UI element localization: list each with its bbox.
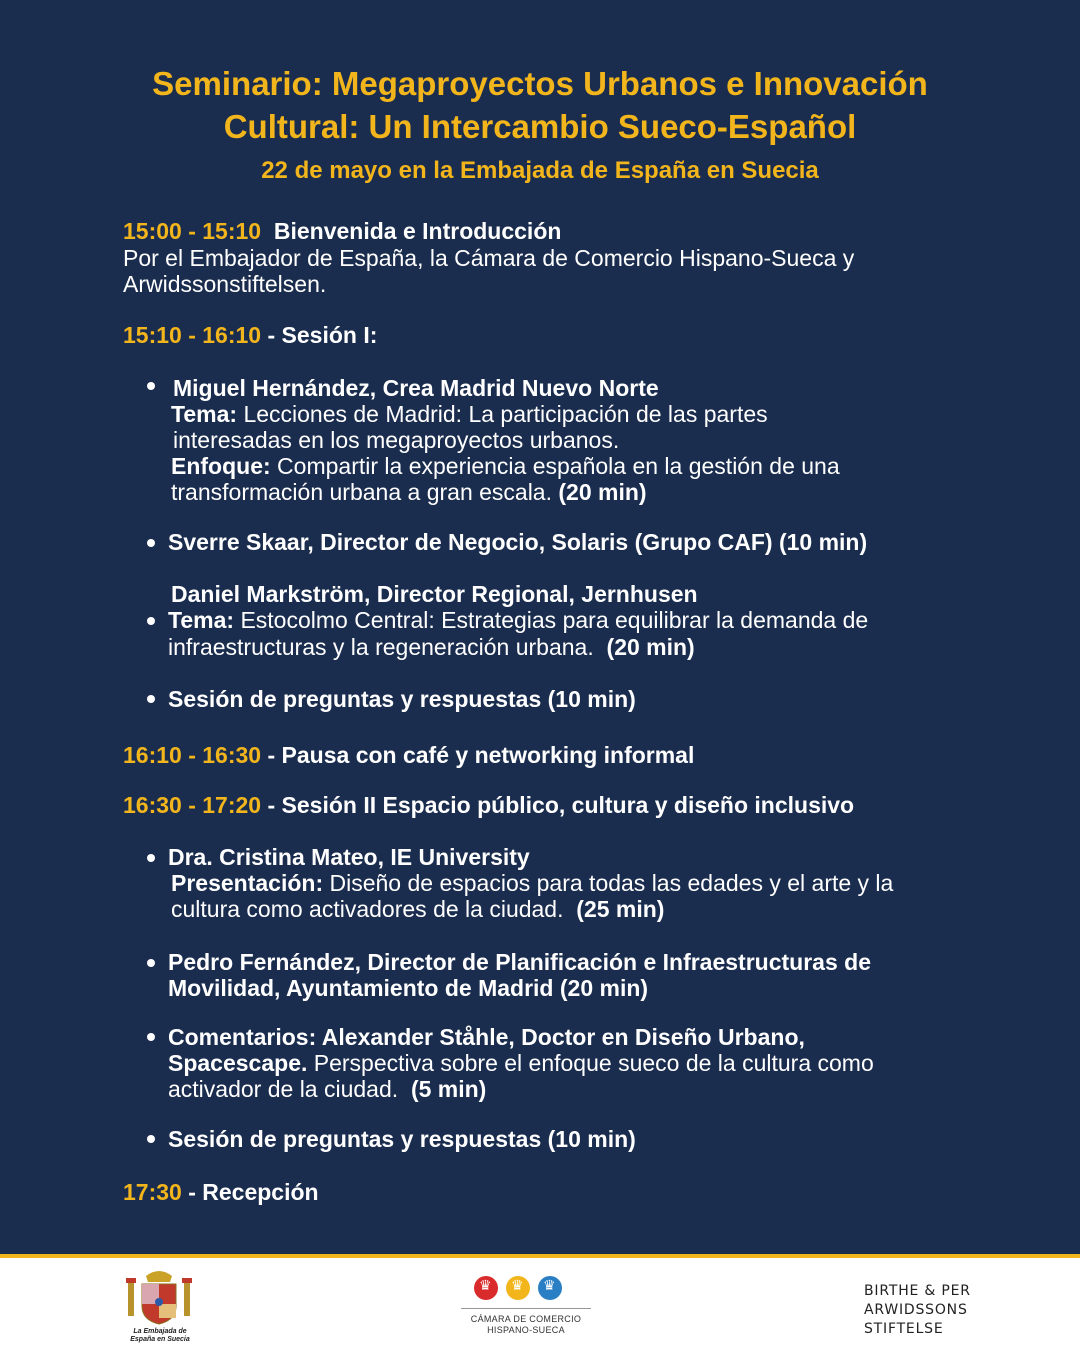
session-2-title: - Sesión II Espacio público, cultura y diseño inclusivo (267, 792, 855, 818)
session-1-title: - Sesión I: (267, 322, 378, 348)
speaker-stahle-line-1: Comentarios: Alexander Ståhle, Doctor en Diseño Urbano, (168, 1024, 805, 1050)
foundation-line-2: ARWIDSSONS (864, 1302, 968, 1318)
welcome-desc-line-1: Por el Embajador de España, la Cámara de Comercio Hispano-Sueca y (123, 245, 855, 271)
speaker-markstrom-tema-line-2 (168, 634, 695, 660)
crown-icon (538, 1276, 562, 1300)
footer-logos (0, 1254, 1080, 1354)
reception-title: - Recepción (188, 1179, 319, 1205)
bullet (147, 382, 155, 390)
embassy-line-2: España en Suecia (130, 1336, 190, 1343)
speaker-mateo-name: Dra. Cristina Mateo, IE University (168, 844, 530, 870)
speaker-skaar: Sverre Skaar, Director de Negocio, Solaris (Grupo CAF) (10 min) (168, 529, 868, 555)
reception-time: 17:30 (123, 1179, 182, 1205)
bullet (147, 617, 155, 625)
chamber-line-2: HISPANO-SUECA (487, 1325, 565, 1335)
bullet (147, 695, 155, 703)
comment-text-2: activador de la ciudad. (168, 1076, 399, 1102)
speaker-markstrom-tema (168, 607, 868, 633)
break-title: - Pausa con café y networking informal (267, 742, 695, 768)
embassy-line-1: La Embajada de (133, 1328, 187, 1335)
speaker-fernandez-line-2: Movilidad, Ayuntamiento de Madrid (20 min) (168, 975, 649, 1001)
enfoque-label: Enfoque: (171, 453, 271, 479)
spanish-coat-of-arms-icon (126, 1268, 192, 1326)
tema-text: Lecciones de Madrid: La participación de las partes (243, 401, 768, 427)
crown-icon (474, 1276, 498, 1300)
break-heading (123, 742, 694, 768)
speaker-stahle-line-3 (168, 1076, 486, 1102)
reception-heading (123, 1179, 319, 1205)
duration: (20 min) (558, 479, 647, 505)
session-2-heading (123, 792, 854, 818)
bullet (147, 959, 155, 967)
speaker-hernandez-enfoque (171, 453, 840, 479)
duration: (25 min) (576, 896, 665, 922)
header (0, 62, 1080, 186)
welcome-title: Bienvenida e Introducción (273, 218, 562, 244)
foundation-line-1: BIRTHE & PER (864, 1283, 971, 1299)
foundation-logo-text (864, 1282, 971, 1339)
enfoque-text: Compartir la experiencia española en la gestión de una (277, 453, 840, 479)
bullet (147, 854, 155, 862)
speaker-markstrom-name: Daniel Markström, Director Regional, Jernhusen (171, 581, 698, 607)
bullet (147, 1033, 155, 1041)
speaker-hernandez-tema-line-2: interesadas en los megaproyectos urbanos. (173, 427, 620, 453)
break-time: 16:10 - 16:30 (123, 742, 262, 768)
embassy-logo-text (122, 1328, 198, 1344)
welcome-time: 15:00 - 15:10 (123, 218, 262, 244)
bullet (147, 539, 155, 547)
chamber-crowns (474, 1276, 570, 1305)
session-2-time: 16:30 - 17:20 (123, 792, 262, 818)
speaker-hernandez-tema (171, 401, 768, 427)
session-1-qa: Sesión de preguntas y respuestas (10 min) (168, 686, 636, 712)
bullet (147, 1135, 155, 1143)
speaker-stahle-line-2 (168, 1050, 874, 1076)
event-date-location: 22 de mayo en la Embajada de España en Suecia (261, 157, 819, 184)
tema-label: Tema: (171, 401, 238, 427)
presentation-text: Diseño de espacios para todas las edades y el arte y la (329, 870, 894, 896)
crown-icon (506, 1276, 530, 1300)
tema-label: Tema: (168, 607, 235, 633)
welcome-heading (123, 218, 561, 244)
event-title-line-2: Cultural: Un Intercambio Sueco-Español (223, 108, 857, 145)
chamber-line-1: CÁMARA DE COMERCIO (470, 1314, 582, 1324)
session-1-time: 15:10 - 16:10 (123, 322, 262, 348)
event-title-line-1: Seminario: Megaproyectos Urbanos e Innovación (152, 65, 928, 102)
speaker-hernandez-enfoque-line-2 (171, 479, 647, 505)
session-2-qa: Sesión de preguntas y respuestas (10 min) (168, 1126, 636, 1152)
speaker-mateo-presentation-line-2 (171, 896, 664, 922)
tema-text: Estocolmo Central: Estrategias para equilibrar la demanda de (240, 607, 869, 633)
foundation-line-3: STIFTELSE (864, 1321, 944, 1337)
speaker-hernandez-name: Miguel Hernández, Crea Madrid Nuevo Norte (173, 375, 659, 401)
presentation-text-2: cultura como activadores de la ciudad. (171, 896, 564, 922)
presentation-label: Presentación: (171, 870, 324, 896)
enfoque-text-2: transformación urbana a gran escala. (171, 479, 552, 505)
speaker-fernandez-line-1: Pedro Fernández, Director de Planificación e Infraestructuras de (168, 949, 871, 975)
duration: (20 min) (606, 634, 695, 660)
tema-text-2: infraestructuras y la regeneración urbana. (168, 634, 594, 660)
company-name: Spacescape. (168, 1050, 308, 1076)
welcome-desc-line-2: Arwidssonstiftelsen. (123, 271, 327, 297)
session-1-heading (123, 322, 377, 348)
divider (461, 1308, 591, 1309)
comment-text: Perspectiva sobre el enfoque sueco de la cultura como (313, 1050, 874, 1076)
duration: (5 min) (410, 1076, 487, 1102)
speaker-mateo-presentation (171, 870, 893, 896)
chamber-logo-text (450, 1314, 602, 1336)
